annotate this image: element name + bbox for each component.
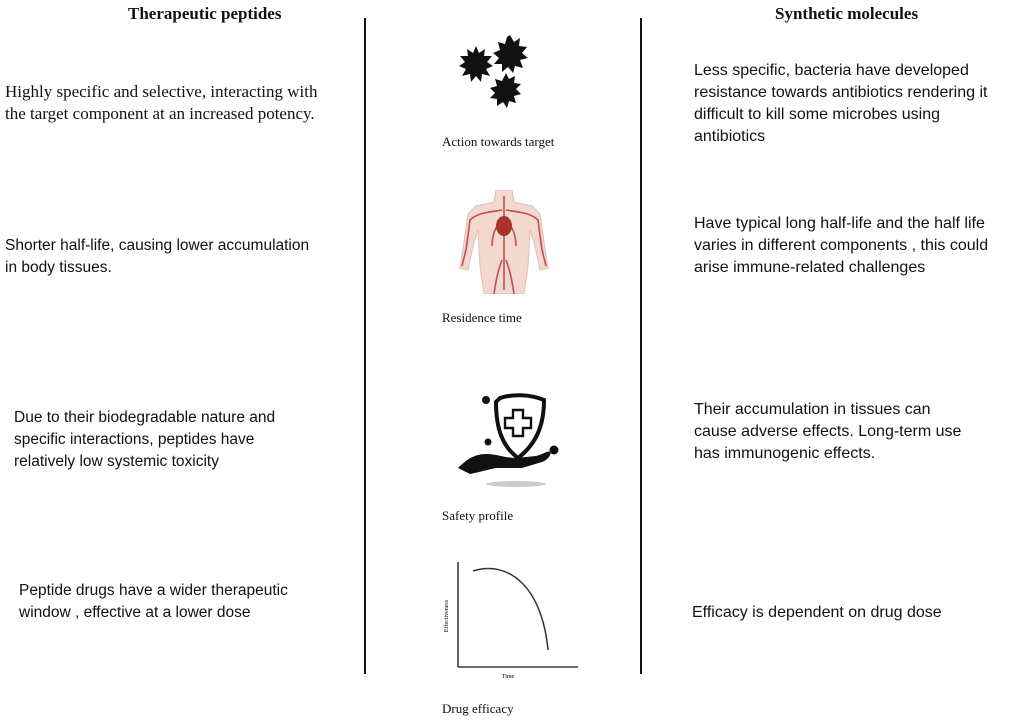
efficacy-curve-icon	[438, 558, 580, 686]
safety-profile-caption: Safety profile	[442, 508, 514, 523]
right-column-heading: Synthetic molecules	[775, 4, 919, 23]
germ-dot-1	[482, 396, 490, 404]
peptide-half-life-text: Shorter half-life, causing lower accumulation in body tissues.	[5, 237, 310, 276]
peptide-toxicity-text: Due to their biodegradable nature and specific interactions, peptides have relatively low systemic toxicity	[14, 409, 276, 470]
microbe-shape-2	[493, 35, 528, 73]
synthetic-half-life-text: Have typical long half-life and the half life varies in different components , this could arise immune-related challenges	[694, 215, 989, 276]
right-divider	[640, 18, 642, 674]
open-hand-shape	[458, 451, 551, 474]
drug-efficacy-caption: Drug efficacy	[442, 701, 514, 716]
microbes-icon	[452, 35, 548, 115]
microbe-shape-1	[459, 46, 493, 82]
human-circulatory-system-icon	[452, 190, 556, 294]
synthetic-target-action-text: Less specific, bacteria have developed resistance towards antibiotics rendering it difficult to kill some microbes using antibiotics	[694, 62, 988, 145]
microbe-shape-3	[490, 73, 521, 108]
synthetic-efficacy-text: Efficacy is dependent on drug dose	[692, 604, 942, 621]
germ-dot-3	[550, 446, 559, 455]
left-column-heading: Therapeutic peptides	[128, 4, 282, 23]
germ-dot-2	[485, 439, 492, 446]
action-towards-target-caption: Action towards target	[442, 134, 555, 149]
synthetic-toxicity-text: Their accumulation in tissues can cause adverse effects. Long-term use has immunogenic effects.	[694, 401, 962, 462]
efficacy-curve	[473, 569, 548, 650]
heart-shape	[496, 216, 512, 236]
peptide-efficacy-text: Peptide drugs have a wider therapeutic window , effective at a lower dose	[19, 582, 288, 621]
peptide-target-action-text: Highly specific and selective, interacting with the target component at an increased potency.	[5, 82, 318, 123]
hand-shadow	[486, 481, 546, 487]
shield-hand-icon	[456, 390, 566, 490]
left-divider	[364, 18, 366, 674]
efficacy-x-label: Time	[501, 674, 515, 680]
efficacy-y-label: Effectiveness	[444, 599, 450, 633]
residence-time-caption: Residence time	[442, 310, 522, 325]
